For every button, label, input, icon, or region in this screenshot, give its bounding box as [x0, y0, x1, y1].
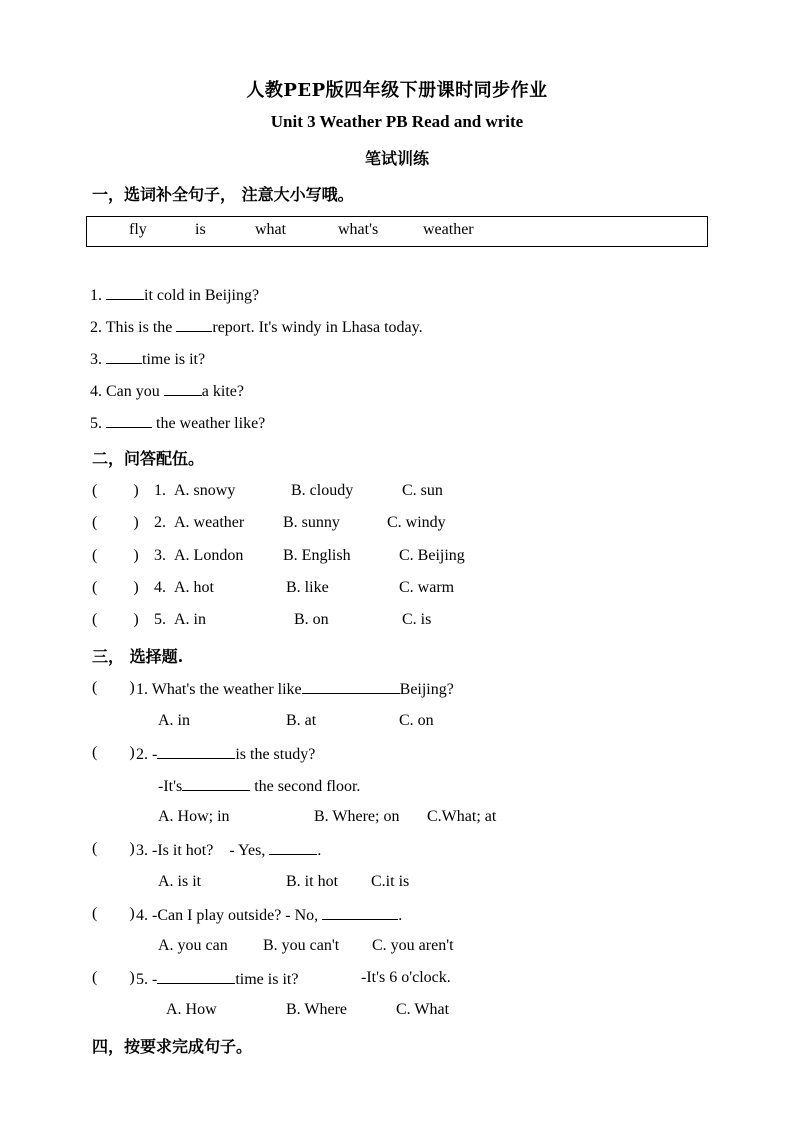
item-number: 2. — [154, 514, 166, 531]
word-bank-item: what — [255, 221, 287, 238]
fill-question-1: 1. it cold in Beijing? — [90, 287, 260, 304]
choice-question-1-stem: 1. What's the weather like Beijing? — [136, 681, 454, 698]
option-b: B. it hot — [286, 873, 339, 890]
option-a: A. you can — [158, 937, 228, 954]
answer-blank[interactable] — [157, 969, 235, 984]
option-a: A. How; in — [158, 808, 230, 825]
choice-question-3-stem: 3. -Is it hot? - Yes, . — [136, 842, 322, 859]
fill-question-2: 2. This is the report. It's windy in Lhasa today. — [90, 319, 423, 336]
option-a: A. weather — [174, 514, 245, 531]
option-b: B. Where — [286, 1001, 348, 1018]
answer-parentheses[interactable]: ( ) — [92, 840, 135, 857]
answer-blank[interactable] — [302, 679, 400, 694]
answer-parentheses[interactable]: ( ) — [92, 611, 139, 628]
option-a: A. How — [166, 1001, 217, 1018]
answer-blank[interactable] — [269, 840, 317, 855]
fill-question-5: 5. the weather like? — [90, 415, 266, 432]
section-3-title: 三， 选择题. — [92, 647, 184, 666]
section-1-title: 一，选词补全句子， 注意大小写哦。 — [92, 185, 354, 204]
item-number: 1. — [154, 482, 166, 499]
option-a: A. is it — [158, 873, 202, 890]
unit-title: Unit 3 Weather PB Read and write — [270, 112, 524, 131]
option-c: C. you aren't — [372, 937, 454, 954]
option-a: A. hot — [174, 579, 214, 596]
option-c: C. on — [399, 712, 434, 729]
answer-blank[interactable] — [164, 381, 202, 396]
word-bank-item: what's — [338, 221, 379, 238]
option-c: C.What; at — [427, 808, 497, 825]
answer-parentheses[interactable]: ( ) — [92, 547, 139, 564]
option-b: B. English — [283, 547, 351, 564]
choice-question-5-reply: -It's 6 o'clock. — [361, 969, 451, 986]
worksheet-title: 人教PEP版四年级下册课时同步作业 — [246, 80, 548, 101]
answer-parentheses[interactable]: ( ) — [92, 579, 139, 596]
option-c: C. is — [402, 611, 432, 628]
option-b: B. sunny — [283, 514, 340, 531]
choice-question-2-reply: -It's the second floor. — [158, 778, 361, 795]
answer-blank[interactable] — [176, 317, 212, 332]
answer-parentheses[interactable]: ( ) — [92, 482, 139, 499]
answer-blank[interactable] — [106, 349, 142, 364]
section-4-title: 四，按要求完成句子。 — [92, 1037, 253, 1056]
section-2-title: 二，问答配伍。 — [92, 449, 205, 468]
answer-parentheses[interactable]: ( ) — [92, 905, 135, 922]
option-b: B. Where; on — [314, 808, 400, 825]
answer-parentheses[interactable]: ( ) — [92, 744, 135, 761]
option-b: B. like — [286, 579, 329, 596]
option-a: A. London — [174, 547, 244, 564]
choice-question-5-stem: 5. - time is it? — [136, 971, 299, 988]
answer-blank[interactable] — [157, 744, 235, 759]
option-c: C. What — [396, 1001, 450, 1018]
answer-blank[interactable] — [106, 285, 144, 300]
item-number: 5. — [154, 611, 166, 628]
choice-question-2-stem: 2. - is the study? — [136, 746, 316, 763]
option-c: C.it is — [371, 873, 410, 890]
item-number: 3. — [154, 547, 166, 564]
option-b: B. at — [286, 712, 317, 729]
option-c: C. sun — [402, 482, 443, 499]
option-c: C. Beijing — [399, 547, 465, 564]
word-bank-item: is — [195, 221, 206, 238]
word-bank-item: weather — [423, 221, 474, 238]
option-a: A. in — [174, 611, 206, 628]
option-b: B. you can't — [263, 937, 340, 954]
answer-blank[interactable] — [106, 413, 152, 428]
option-c: C. warm — [399, 579, 455, 596]
answer-blank[interactable] — [322, 905, 398, 920]
word-bank-item: fly — [129, 221, 147, 238]
option-b: B. on — [294, 611, 329, 628]
answer-parentheses[interactable]: ( ) — [92, 969, 135, 986]
fill-question-3: 3. time is it? — [90, 351, 206, 368]
fill-question-4: 4. Can you a kite? — [90, 383, 244, 400]
option-b: B. cloudy — [291, 482, 354, 499]
option-c: C. windy — [387, 514, 446, 531]
option-a: A. in — [158, 712, 190, 729]
answer-parentheses[interactable]: ( ) — [92, 679, 135, 696]
word-bank-box — [86, 216, 708, 247]
choice-question-4-stem: 4. -Can I play outside? - No, . — [136, 907, 403, 924]
answer-blank[interactable] — [182, 776, 250, 791]
answer-parentheses[interactable]: ( ) — [92, 514, 139, 531]
worksheet-subtitle: 笔试训练 — [364, 149, 429, 168]
option-a: A. snowy — [174, 482, 236, 499]
item-number: 4. — [154, 579, 166, 596]
